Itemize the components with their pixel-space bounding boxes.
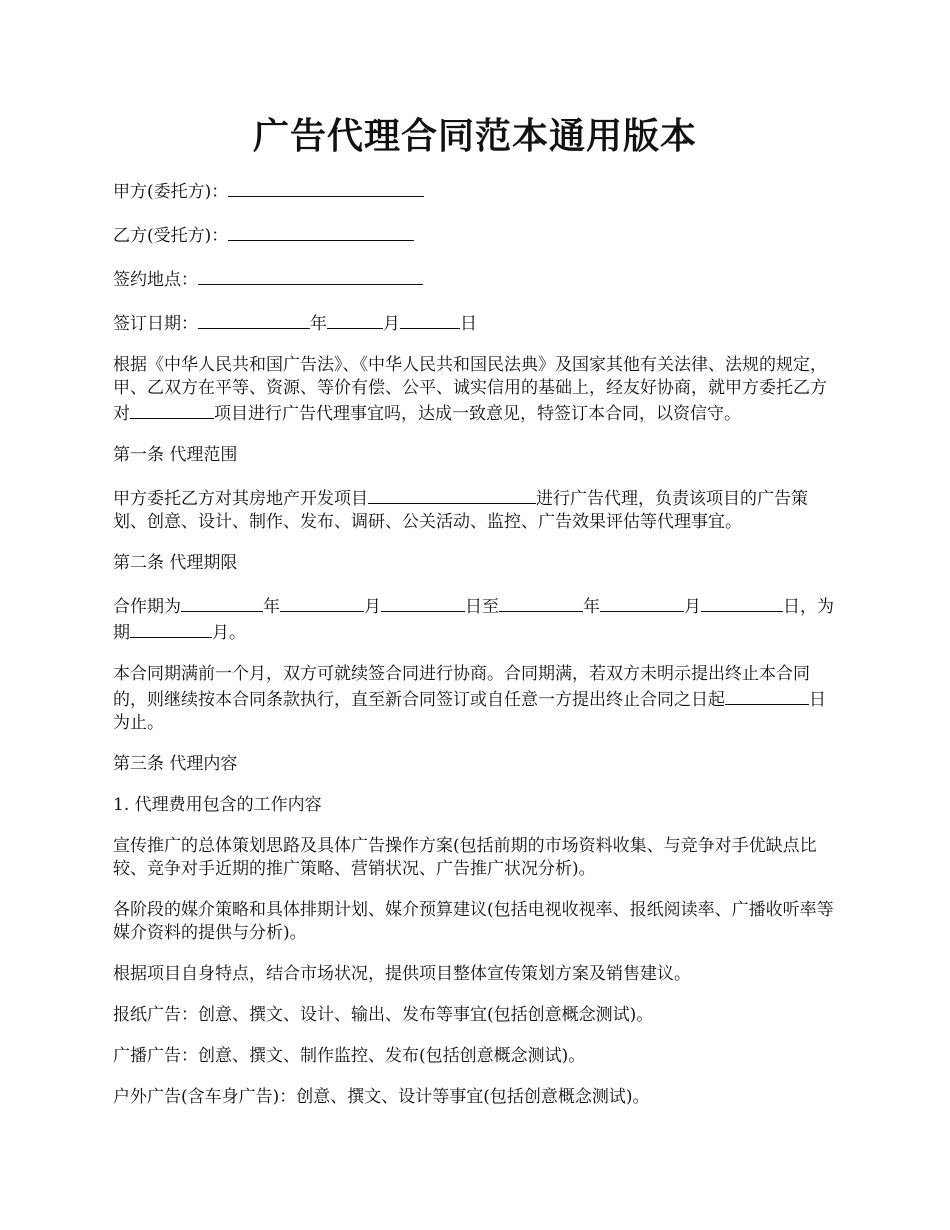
start-month-text: 月: [364, 597, 381, 617]
party-a-blank: [228, 178, 424, 197]
contract-body: [113, 178, 840, 1127]
preamble-paragraph: [113, 354, 840, 426]
article1-paragraph: [113, 485, 840, 534]
party-b-blank: [228, 222, 414, 241]
party-b-line: [113, 222, 840, 248]
document-title: 广告代理合同范本通用版本: [252, 115, 697, 157]
duration-blank: [130, 619, 212, 638]
article1-text-2: 进行广告代理，负责该项目的广告策划、创意、设计、制作、发布、调研、公关活动、监控、广告效果评估等代理事宜。: [113, 489, 808, 532]
termination-blank-2: [747, 686, 809, 705]
project-name-blank: [130, 400, 214, 419]
preamble-text-1: 根据《中华人民共和国广告法》、《中华人民共和国民法典》及国家其他有关法律、法规的规定，甲、乙双方在平等、资源、等价有偿、公平、诚实信用的基础上，经友好协商，就甲方委托乙方对: [113, 355, 827, 424]
end-day-blank: [701, 593, 783, 612]
end-year-text: 年: [583, 597, 600, 617]
date-label: 签订日期：: [113, 314, 198, 334]
end-month-blank: [600, 593, 684, 612]
location-line: [113, 266, 840, 292]
media-plan-item: 各阶段的媒介策略和具体排期计划、媒介预算建议(包括电视收视率、报纸阅读率、广播收听率等媒介资料的提供与分析)。: [113, 900, 834, 943]
renewal-text-2: 日为止。: [113, 690, 826, 733]
outdoor-ad-item: 户外广告(含车身广告)：创意、撰文、设计等事宜(包括创意概念测试)。: [113, 1087, 650, 1107]
location-blank: [198, 266, 423, 285]
end-year-blank: [499, 593, 583, 612]
article3-heading: 第三条 代理内容: [113, 754, 238, 774]
date-line: [113, 310, 840, 336]
date-year-text: 年: [310, 314, 327, 334]
article2-heading: 第二条 代理期限: [113, 553, 238, 573]
radio-ad-item: 广播广告：创意、撰文、制作监控、发布(包括创意概念测试)。: [113, 1046, 586, 1066]
start-year-blank: [181, 593, 263, 612]
term-end-text: 日，为期: [113, 597, 834, 643]
renewal-paragraph: [113, 663, 840, 735]
party-b-label: 乙方(受托方)：: [113, 226, 229, 246]
party-a-line: [113, 178, 840, 204]
location-label: 签约地点：: [113, 270, 198, 290]
start-year-text: 年: [263, 597, 280, 617]
newspaper-ad-item: 报纸广告：创意、撰文、设计、输出、发布等事宜(包括创意概念测试)。: [113, 1005, 654, 1025]
start-day-blank: [381, 593, 465, 612]
article1-heading: 第一条 代理范围: [113, 445, 238, 465]
term-prefix: 合作期为: [113, 597, 181, 617]
term-paragraph: [113, 593, 840, 645]
renewal-text-1: 本合同期满前一个月，双方可就续签合同进行协商。合同期满，若双方未明示提出终止本合同的，则继续按本合同条款执行，直至新合同签订或自任意一方提出终止合同之日起: [113, 664, 810, 710]
date-day-text: 日: [460, 314, 477, 334]
termination-blank-1: [725, 686, 747, 705]
item1-heading: 1. 代理费用包含的工作内容: [113, 795, 322, 815]
party-a-label: 甲方(委托方)：: [113, 182, 229, 202]
date-month-text: 月: [383, 314, 400, 334]
end-month-text: 月: [684, 597, 701, 617]
overall-plan-item: 根据项目自身特点，结合市场状况，提供项目整体宣传策划方案及销售建议。: [113, 964, 691, 984]
date-year-blank: [198, 310, 310, 329]
term-months-text: 月。: [212, 623, 246, 643]
development-project-blank: [368, 485, 536, 504]
date-day-blank: [400, 310, 460, 329]
article1-text-1: 甲方委托乙方对其房地产开发项目: [113, 489, 368, 509]
start-month-blank: [280, 593, 364, 612]
date-month-blank: [327, 310, 383, 329]
term-to-text: 日至: [465, 597, 499, 617]
promotion-plan-item: 宣传推广的总体策划思路及具体广告操作方案(包括前期的市场资料收集、与竞争对手优缺点比较、竞争对手近期的推广策略、营销状况、广告推广状况分析)。: [113, 836, 817, 879]
preamble-text-2: 项目进行广告代理事宜吗，达成一致意见，特签订本合同，以资信守。: [214, 404, 741, 424]
